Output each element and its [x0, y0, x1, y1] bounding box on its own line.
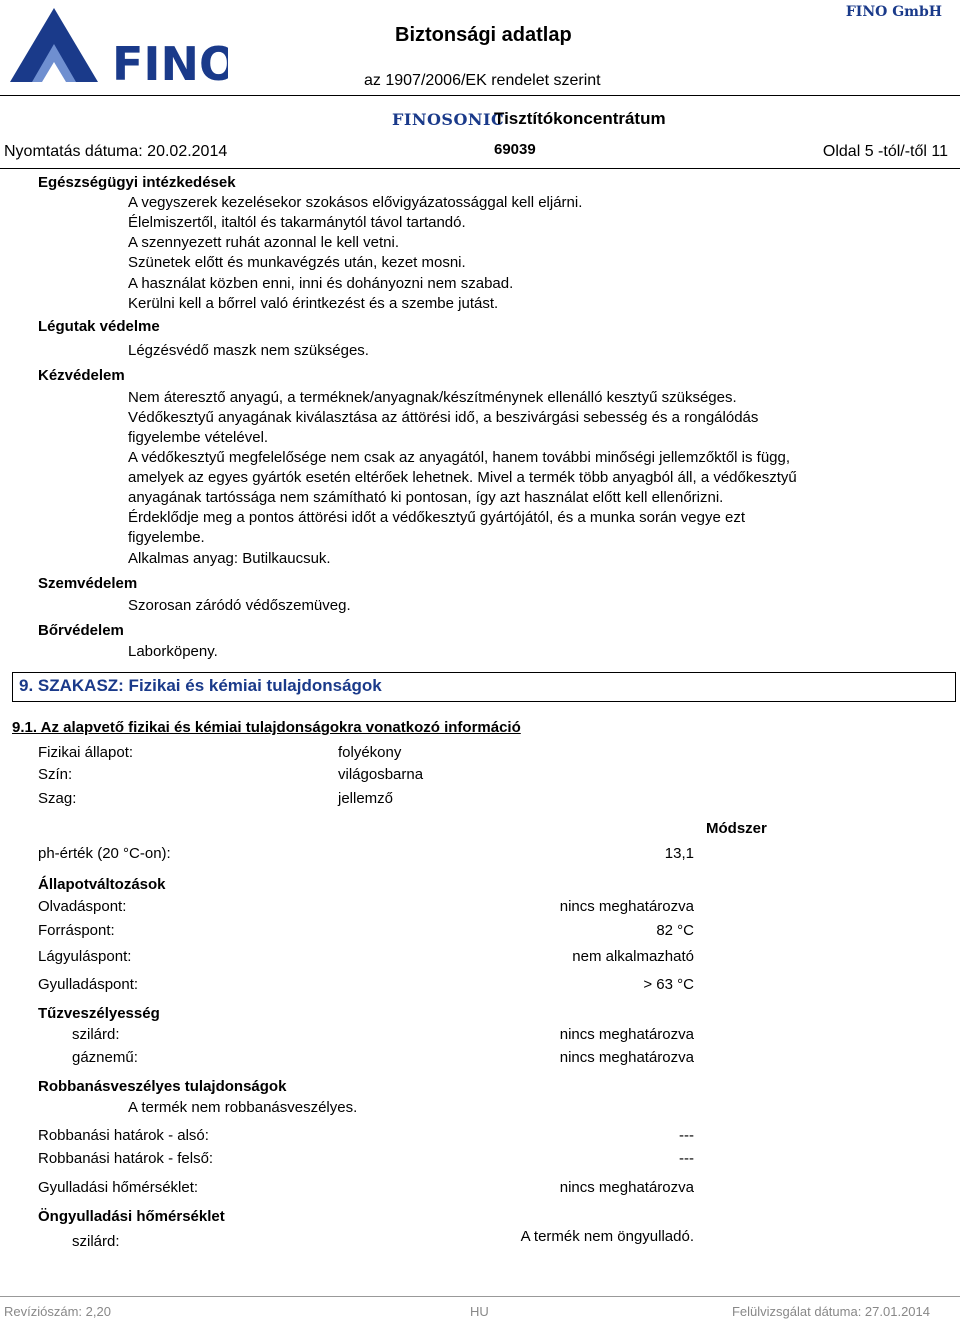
section-9-title: 9. SZAKASZ: Fizikai és kémiai tulajdonságok [19, 676, 382, 695]
hand-line: Érdeklődje meg a pontos áttörési időt a védőkesztyű gyártójától, és a munka során vegye ezt [128, 509, 746, 526]
upper-limit-label: Robbanási határok - felső: [38, 1150, 214, 1167]
language-code: HU [470, 1304, 489, 1319]
flammability-heading: Tűzveszélyesség [38, 1005, 160, 1022]
company-name: FINO GmbH [845, 4, 942, 20]
hygiene-line: A vegyszerek kezelésekor szokásos elővigyázatossággal kell eljárni. [128, 194, 583, 211]
flash-label: Gyulladáspont: [38, 976, 139, 993]
explosive-heading: Robbanásveszélyes tulajdonságok [38, 1078, 287, 1095]
color-value: világosbarna [338, 766, 424, 783]
eye-heading: Szemvédelem [38, 575, 138, 592]
hand-line: Védőkesztyű anyagának kiválasztása az áttörési idő, a beszivárgási sebesség és a rongálódás [128, 409, 759, 426]
state-value: folyékony [338, 744, 402, 761]
solid-value: nincs meghatározva [559, 1026, 694, 1043]
eye-text: Szorosan záródó védőszemüveg. [128, 597, 351, 614]
boiling-label: Forráspont: [38, 922, 115, 939]
print-date: Nyomtatás dátuma: 20.02.2014 [4, 143, 228, 160]
softening-value: nem alkalmazható [572, 948, 694, 965]
melting-label: Olvadáspont: [38, 898, 127, 915]
hygiene-line: Kerülni kell a bőrrel való érintkezést és a szembe jutást. [128, 295, 499, 312]
page-number: Oldal 5 -tól/-től 11 [822, 143, 948, 160]
ph-label: ph-érték (20 °C-on): [38, 845, 171, 862]
hygiene-line: A szennyezett ruhát azonnal le kell vetni. [128, 234, 399, 251]
product-name: Tisztítókoncentrátum [494, 109, 666, 128]
softening-label: Lágyuláspont: [38, 948, 132, 965]
hygiene-line: Élelmiszertől, italtól és takarmánytól távol tartandó. [128, 214, 466, 231]
boiling-value: 82 °C [656, 922, 694, 939]
lower-limit-label: Robbanási határok - alsó: [38, 1127, 209, 1144]
brand-name: FINOSONIC [392, 110, 505, 129]
hand-line: figyelembe vételével. [128, 429, 269, 446]
product-number: 69039 [494, 141, 536, 158]
flash-value: > 63 °C [643, 976, 694, 993]
revision-number: Revíziószám: 2,20 [4, 1304, 111, 1319]
hygiene-line: Szünetek előtt és munkavégzés után, kezet mosni. [128, 254, 466, 271]
color-label: Szín: [38, 766, 73, 783]
method-header: Módszer [706, 820, 767, 837]
section-9-1-title: 9.1. Az alapvető fizikai és kémiai tulajdonságokra vonatkozó információ [12, 719, 521, 736]
logo-text: FINO [112, 37, 228, 86]
hand-line: anyagának tartóssága nem számítható ki pontosan, így azt használat előtt kell ellenőrizni. [128, 489, 724, 506]
hand-line: Nem áteresztő anyagú, a terméknek/anyagnak/készítménynek ellenálló kesztyű szükséges. [128, 389, 737, 406]
state-label: Fizikai állapot: [38, 744, 134, 761]
footer-divider [0, 1296, 960, 1297]
header-divider-bottom [0, 168, 960, 169]
hygiene-heading: Egészségügyi intézkedések [38, 174, 236, 191]
hand-line: figyelembe. [128, 529, 205, 546]
upper-limit-value: --- [679, 1150, 694, 1167]
fino-logo [6, 4, 228, 86]
respiratory-text: Légzésvédő maszk nem szükséges. [128, 342, 369, 359]
autoignition-heading: Öngyulladási hőmérséklet [38, 1208, 225, 1225]
melting-value: nincs meghatározva [559, 898, 694, 915]
solid-label: szilárd: [72, 1026, 120, 1043]
respiratory-heading: Légutak védelme [38, 318, 160, 335]
skin-text: Laborköpeny. [128, 643, 218, 660]
odor-value: jellemző [338, 790, 394, 807]
section-9-header [12, 672, 956, 702]
hand-heading: Kézvédelem [38, 367, 125, 384]
gas-value: nincs meghatározva [559, 1049, 694, 1066]
skin-heading: Bőrvédelem [38, 622, 124, 639]
document-subtitle: az 1907/2006/EK rendelet szerint [364, 72, 601, 89]
hand-line: amelyek az egyes gyártók esetén eltérőek lehetnek. Mivel a termék több anyagból áll, a védőkesztyű [128, 469, 797, 486]
autoignition-solid-label: szilárd: [72, 1233, 120, 1250]
hygiene-line: A használat közben enni, inni és dohányozni nem szabad. [128, 275, 514, 292]
gas-label: gáznemű: [72, 1049, 138, 1066]
header-divider-top [0, 95, 960, 96]
hand-line: A védőkesztyű megfelelősége nem csak az anyagától, hanem további minőségi jellemzőktől is függ, [128, 449, 791, 466]
lower-limit-value: --- [679, 1127, 694, 1144]
state-changes-heading: Állapotváltozások [38, 876, 166, 893]
hand-line: Alkalmas anyag: Butilkaucsuk. [128, 550, 331, 567]
document-title: Biztonsági adatlap [395, 24, 572, 46]
autoignition-solid-value: A termék nem öngyulladó. [520, 1228, 694, 1245]
ignition-label: Gyulladási hőmérséklet: [38, 1179, 199, 1196]
review-date: Felülvizsgálat dátuma: 27.01.2014 [731, 1304, 930, 1319]
odor-label: Szag: [38, 790, 77, 807]
explosive-text: A termék nem robbanásveszélyes. [128, 1099, 358, 1116]
ignition-value: nincs meghatározva [559, 1179, 694, 1196]
ph-value: 13,1 [664, 845, 694, 862]
